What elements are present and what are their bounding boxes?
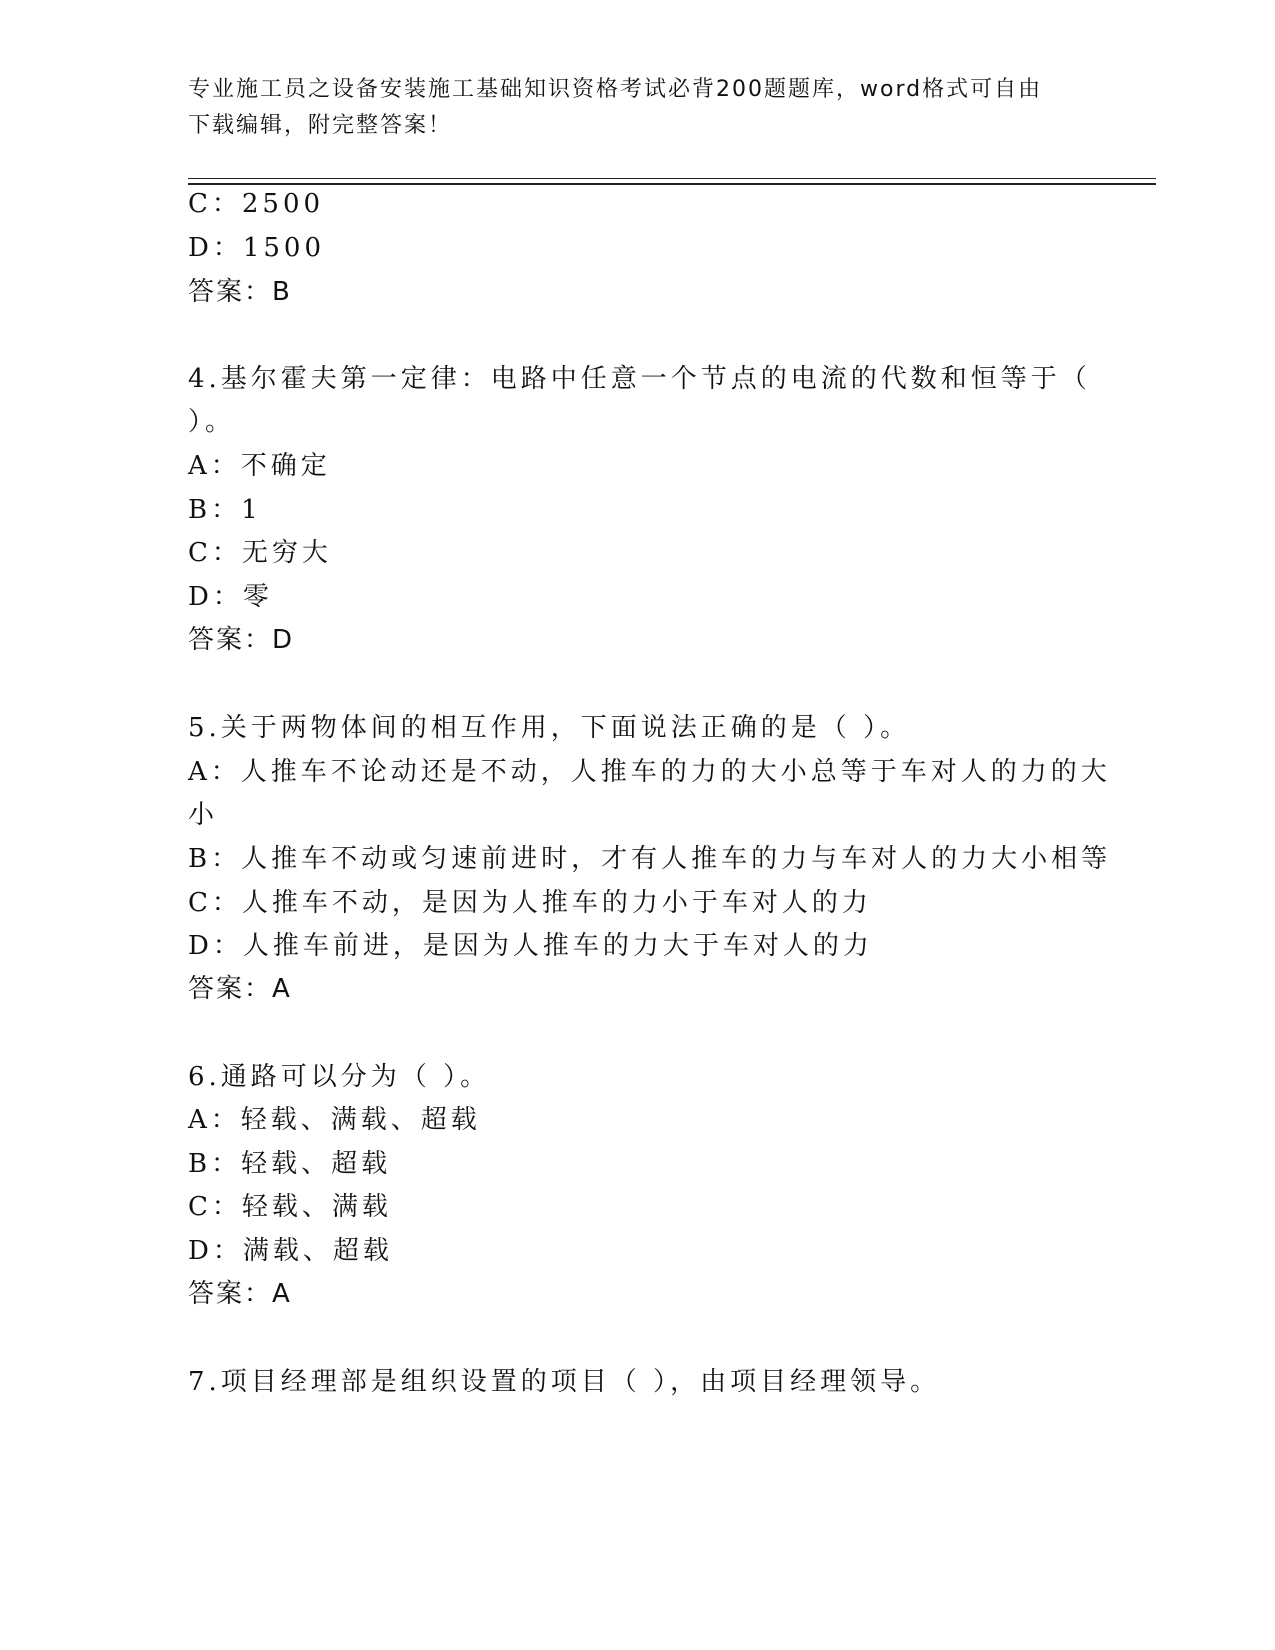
q4-option-c: C：无穷大 [188,538,332,568]
header-divider-thick [188,183,1156,185]
header-line-1: 专业施工员之设备安装施工基础知识资格考试必背200题题库，word格式可自由 [188,77,1043,102]
q4-stem-line-1: 4.基尔霍夫第一定律：电路中任意一个节点的电流的代数和恒等于（ [188,364,1091,394]
q5-answer: 答案：A [188,974,292,1004]
q6-answer: 答案：A [188,1279,292,1309]
q5-option-b: B：人推车不动或匀速前进时，才有人推车的力与车对人的力大小相等 [188,844,1112,874]
q5-stem: 5.关于两物体间的相互作用，下面说法正确的是（ ）。 [188,713,911,743]
q4-option-a: A：不确定 [188,451,331,481]
q6-option-c: C：轻载、满载 [188,1192,392,1222]
header-line-2: 下载编辑，附完整答案！ [188,113,453,138]
q6-option-d: D：满载、超载 [188,1236,393,1266]
q4-stem-line-2: ）。 [188,407,236,437]
q3-option-d: D：1500 [188,233,326,263]
q6-option-a: A：轻载、满载、超载 [188,1105,481,1135]
q4-option-b: B：1 [188,495,262,525]
q3-option-c: C：2500 [188,189,325,219]
q4-answer: 答案：D [188,625,295,655]
q6-stem: 6.通路可以分为（ ）。 [188,1062,491,1092]
q3-answer: 答案：B [188,277,292,307]
q5-option-a-line-2: 小 [188,800,219,830]
q5-option-c: C：人推车不动，是因为人推车的力小于车对人的力 [188,888,872,918]
q5-option-a-line-1: A：人推车不论动还是不动，人推车的力的大小总等于车对人的力的大 [188,757,1111,787]
q4-option-d: D：零 [188,582,273,612]
header-divider-thin [188,178,1156,179]
q6-option-b: B：轻载、超载 [188,1149,392,1179]
q7-stem: 7.项目经理部是组织设置的项目（ ），由项目经理领导。 [188,1367,941,1397]
q5-option-d: D：人推车前进，是因为人推车的力大于车对人的力 [188,931,873,961]
page-header [188,72,1068,144]
